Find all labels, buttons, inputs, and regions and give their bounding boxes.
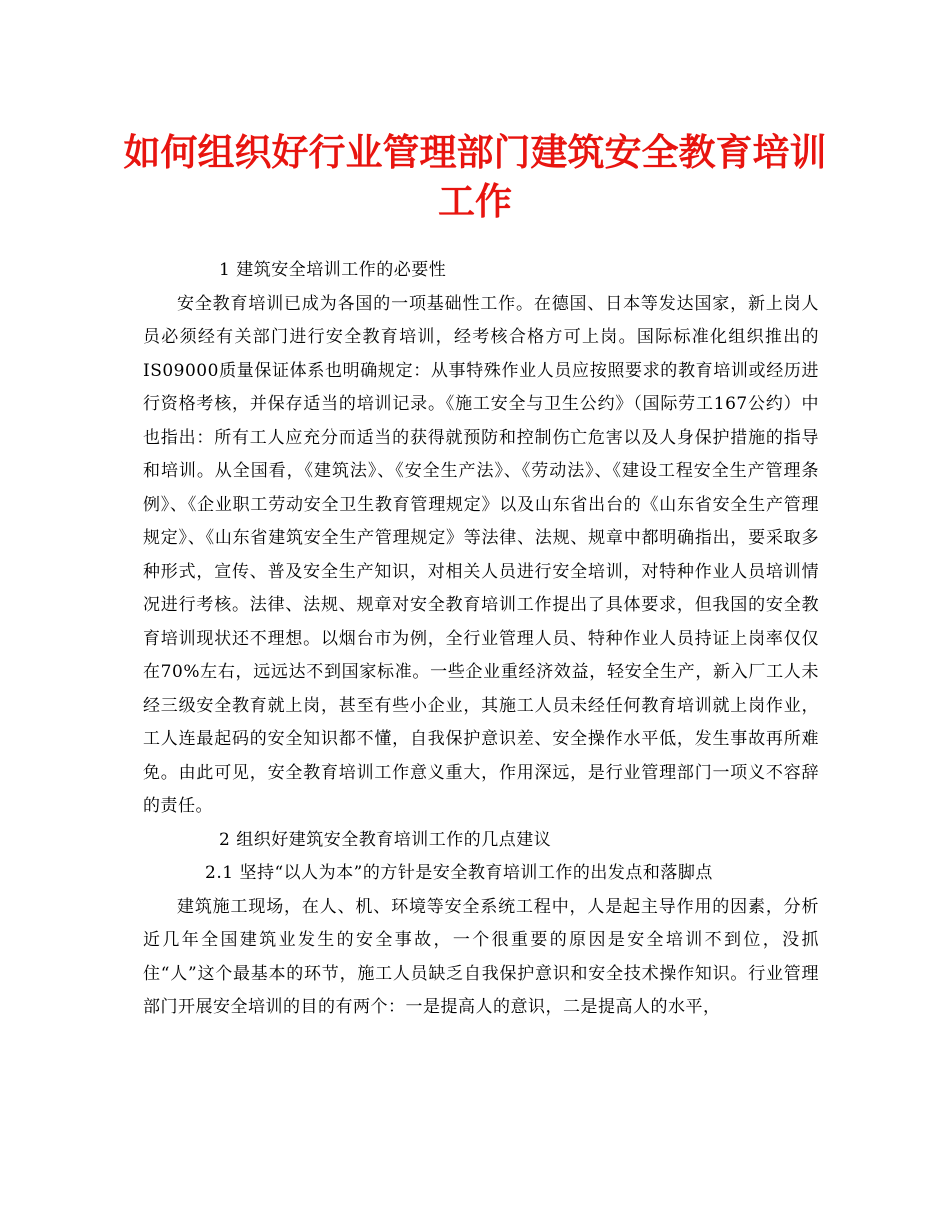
section-1-paragraph-1: 安全教育培训已成为各国的一项基础性工作。在德国、日本等发达国家，新上岗人员必须经有关部门进行安全教育培训，经考核合格方可上岗。国际标准化组织推出的IS09000质量保证体系也明确规定：从事特殊作业人员应按照要求的教育培训或经历进行资格考核，并保存适当的培训记录。《施工安全与卫生公约》（国际劳工167公约）中也指出：所有工人应充分而适当的获得就预防和控制伤亡危害以及人身保护措施的指导和培训。从全国看，《建筑法》、《安全生产法》、《劳动法》、《建设工程安全生产管理条例》、《企业职工劳动安全卫生教育管理规定》以及山东省出台的《山东省安全生产管理规定》、《山东省建筑安全生产管理规定》等法律、法规、规章中都明确指出，要采取多种形式，宣传、普及安全生产知识，对相关人员进行安全培训，对特种作业人员培训情况进行考核。法律、法规、规章对安全教育培训工作提出了具体要求，但我国的安全教育培训现状还不理想。以烟台市为例，全行业管理人员、特种作业人员持证上岗率仅仅在70%左右，远远达不到国家标准。一些企业重经济效益，轻安全生产，新入厂工人未经三级安全教育就上岗，甚至有些小企业，其施工人员未经任何教育培训就上岗作业，工人连最起码的安全知识都不懂，自我保护意识差、安全操作水平低，发生事故再所难免。由此可见，安全教育培训工作意义重大，作用深远，是行业管理部门一项义不容辞的责任。 bbox=[143, 293, 819, 816]
section-heading-2-1: 2.1 坚持“以人为本”的方针是安全教育培训工作的出发点和落脚点 bbox=[205, 863, 713, 883]
document-body bbox=[143, 254, 819, 1025]
section-heading-2: 2 组织好建筑安全教育培训工作的几点建议 bbox=[219, 829, 552, 850]
section-2-1-paragraph-1: 建筑施工现场，在人、机、环境等安全系统工程中，人是起主导作用的因素，分析近几年全国建筑业发生的安全事故，一个很重要的原因是安全培训不到位，没抓住“人”这个最基本的环节，施工人员缺乏自我保护意识和安全技术操作知识。行业管理部门开展安全培训的目的有两个：一是提高人的意识，二是提高人的水平， bbox=[143, 896, 819, 1017]
section-heading-1: 1 建筑安全培训工作的必要性 bbox=[219, 260, 447, 280]
document-title: 如何组织好行业管理部门建筑安全教育培训工作 bbox=[123, 130, 827, 223]
